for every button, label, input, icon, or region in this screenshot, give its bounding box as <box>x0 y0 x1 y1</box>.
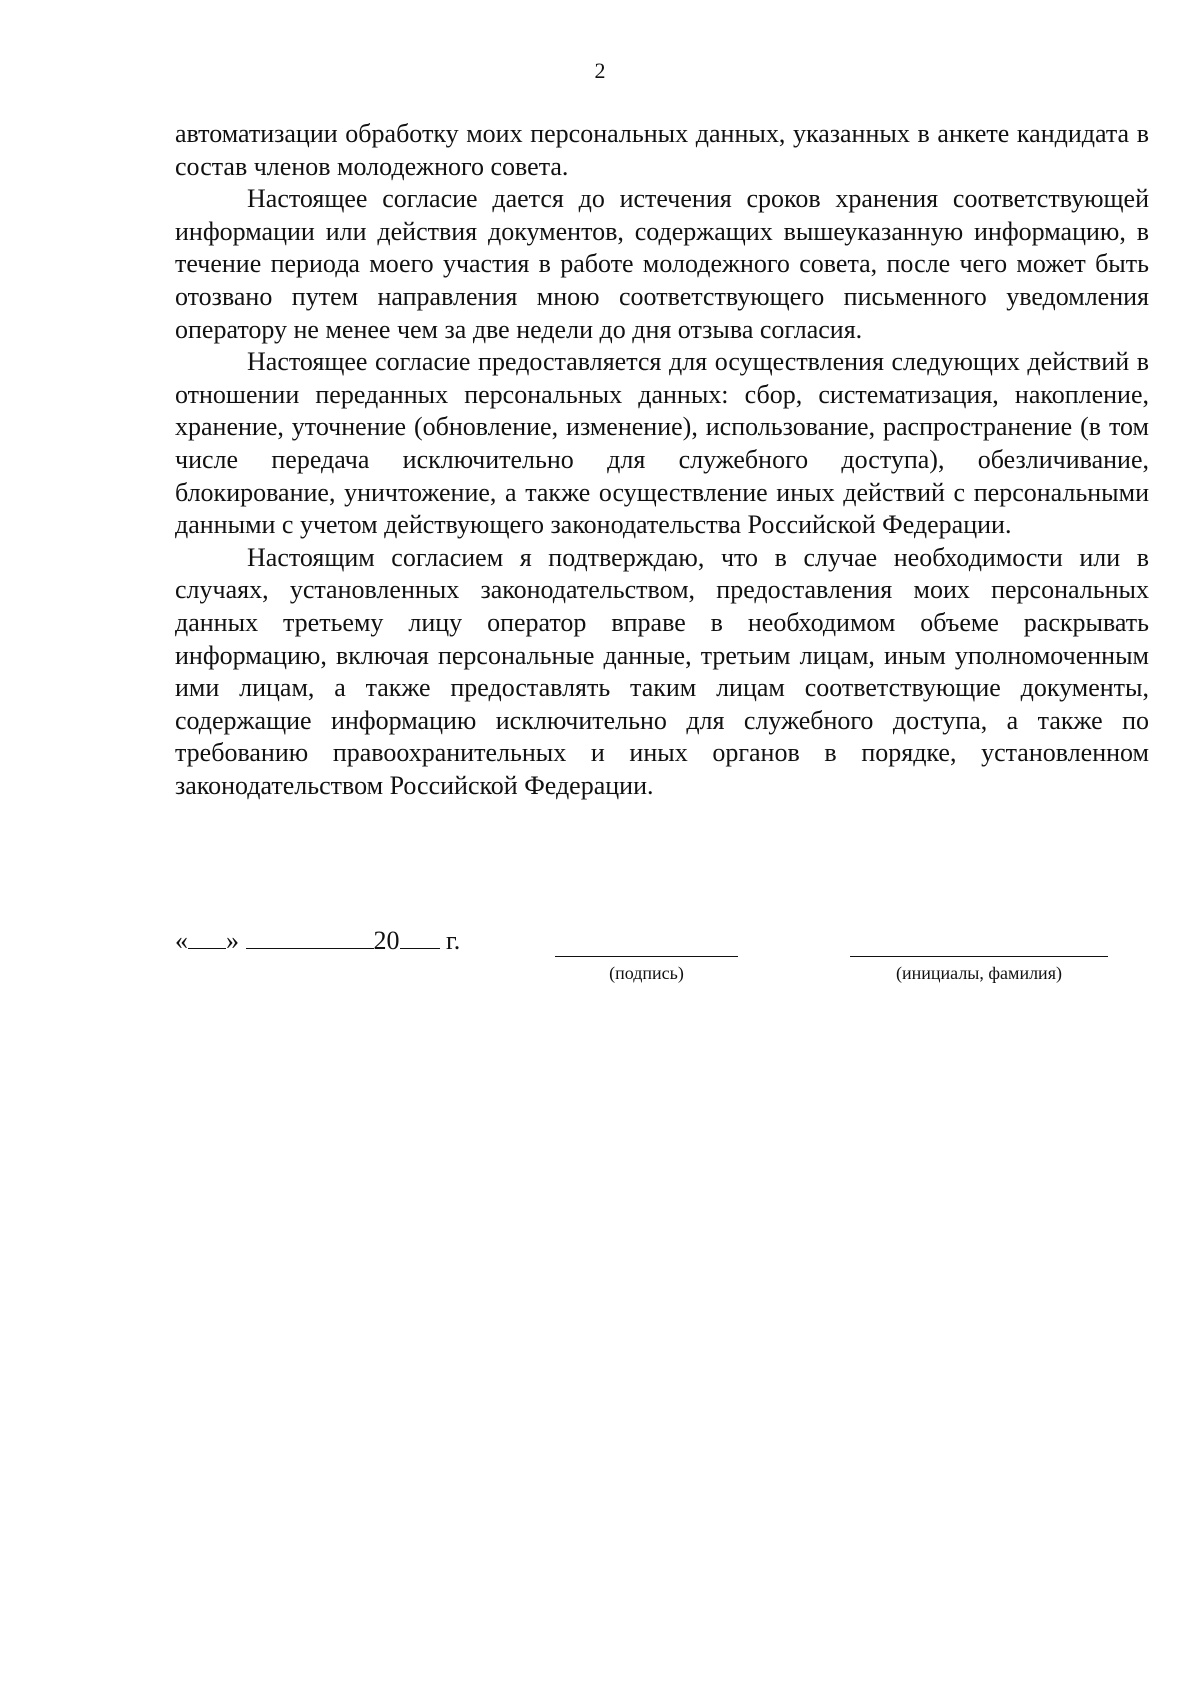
page-number: 2 <box>594 58 606 83</box>
date-year-suffix: г. <box>446 926 461 955</box>
name-line <box>850 956 1108 957</box>
paragraph-2: Настоящее согласие дается до истечения сроков хранения соответствующей информации или действия документов, содержащих вышеуказанную информацию, в течение периода моего участия в работе молодежного совета, после чего может быть отозвано путем направления мною соответствующего письменного уведомления оператору не менее чем за две недели до дня отзыва согласия. <box>175 184 1149 344</box>
date-month-blank <box>246 924 374 949</box>
signature-line <box>555 956 738 957</box>
consent-body <box>175 118 1149 802</box>
paragraph-1: автоматизации обработку моих персональных данных, указанных в анкете кандидата в состав членов молодежного совета. <box>175 119 1149 181</box>
paragraph-3: Настоящее согласие предоставляется для осуществления следующих действий в отношении переданных персональных данных: сбор, систематизация, накопление, хранение, уточнение (обновление, изменение), использование, распространение (в том числе передача исключительно для служебного доступа), обезличивание, блокирование, уничтожение, а также осуществление иных действий с персональными данными с учетом действующего законодательства Российской Федерации. <box>175 347 1149 540</box>
date-quote-close: » <box>226 926 239 955</box>
date-day-blank <box>188 924 226 949</box>
date-year-blank <box>400 924 440 949</box>
date-quote-open: « <box>175 926 188 955</box>
date-year-prefix: 20 <box>373 926 400 955</box>
name-caption: (инициалы, фамилия) <box>896 963 1062 983</box>
date-field <box>175 924 460 957</box>
paragraph-4: Настоящим согласием я подтверждаю, что в случае необходимости или в случаях, установленных законодательством, предоставления моих персональных данных третьему лицу оператор вправе в необходимом объеме раскрывать информацию, включая персональные данные, третьим лицам, иным уполномоченным ими лицам, а также предоставлять таким лицам соответствующие документы, содержащие информацию исключительно для служебного доступа, а также по требованию правоохранительных и иных органов в порядке, установленном законодательством Российской Федерации. <box>175 542 1149 800</box>
signature-caption: (подпись) <box>609 963 684 983</box>
